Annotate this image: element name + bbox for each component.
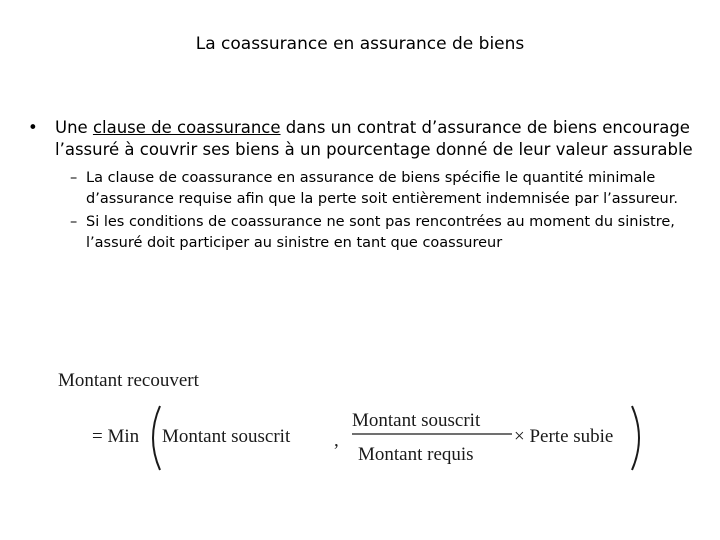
right-parenthesis: [632, 406, 639, 470]
formula-min: = Min: [92, 426, 140, 447]
sub-bullet-1: [70, 168, 698, 210]
bullet-text-after: dans un contrat d’assurance de biens encourage l’assuré à couvrir ses biens à un pourcentage donné de leur valeur assurable: [55, 118, 693, 159]
sub-bullet-list: [70, 168, 698, 254]
formula-lhs: Montant recouvert: [58, 370, 199, 391]
bullet-underlined-term: clause de coassurance: [92, 118, 281, 137]
bullet-main: [28, 117, 698, 161]
sub-bullet-2: [70, 212, 698, 254]
bullet-list: [28, 117, 698, 256]
sub-bullet-text: Si les conditions de coassurance ne sont pas rencontrées au moment du sinistre, l’assuré doit participer au sinistre en tant que coassureur: [86, 214, 675, 251]
bullet-text-before: Une: [55, 118, 93, 137]
formula-times-loss: × Perte subie: [514, 426, 614, 447]
sub-bullet-text: La clause de coassurance en assurance de biens spécifie le quantité minimale d’assurance requise afin que la perte soit entièrement indemnisée par l’assureur.: [86, 170, 678, 207]
sub-bullet-marker: –: [70, 170, 78, 186]
formula-graphic: [56, 366, 666, 476]
formula-term-souscrit: Montant souscrit: [162, 426, 291, 447]
fraction-denominator: Montant requis: [358, 444, 474, 465]
formula-comma: ,: [334, 430, 339, 451]
fraction-numerator: Montant souscrit: [352, 410, 481, 431]
bullet-marker: •: [28, 118, 38, 137]
left-parenthesis: [153, 406, 160, 470]
sub-bullet-marker: –: [70, 214, 78, 230]
coinsurance-formula: [56, 366, 666, 476]
slide-title: La coassurance en assurance de biens: [195, 34, 525, 54]
